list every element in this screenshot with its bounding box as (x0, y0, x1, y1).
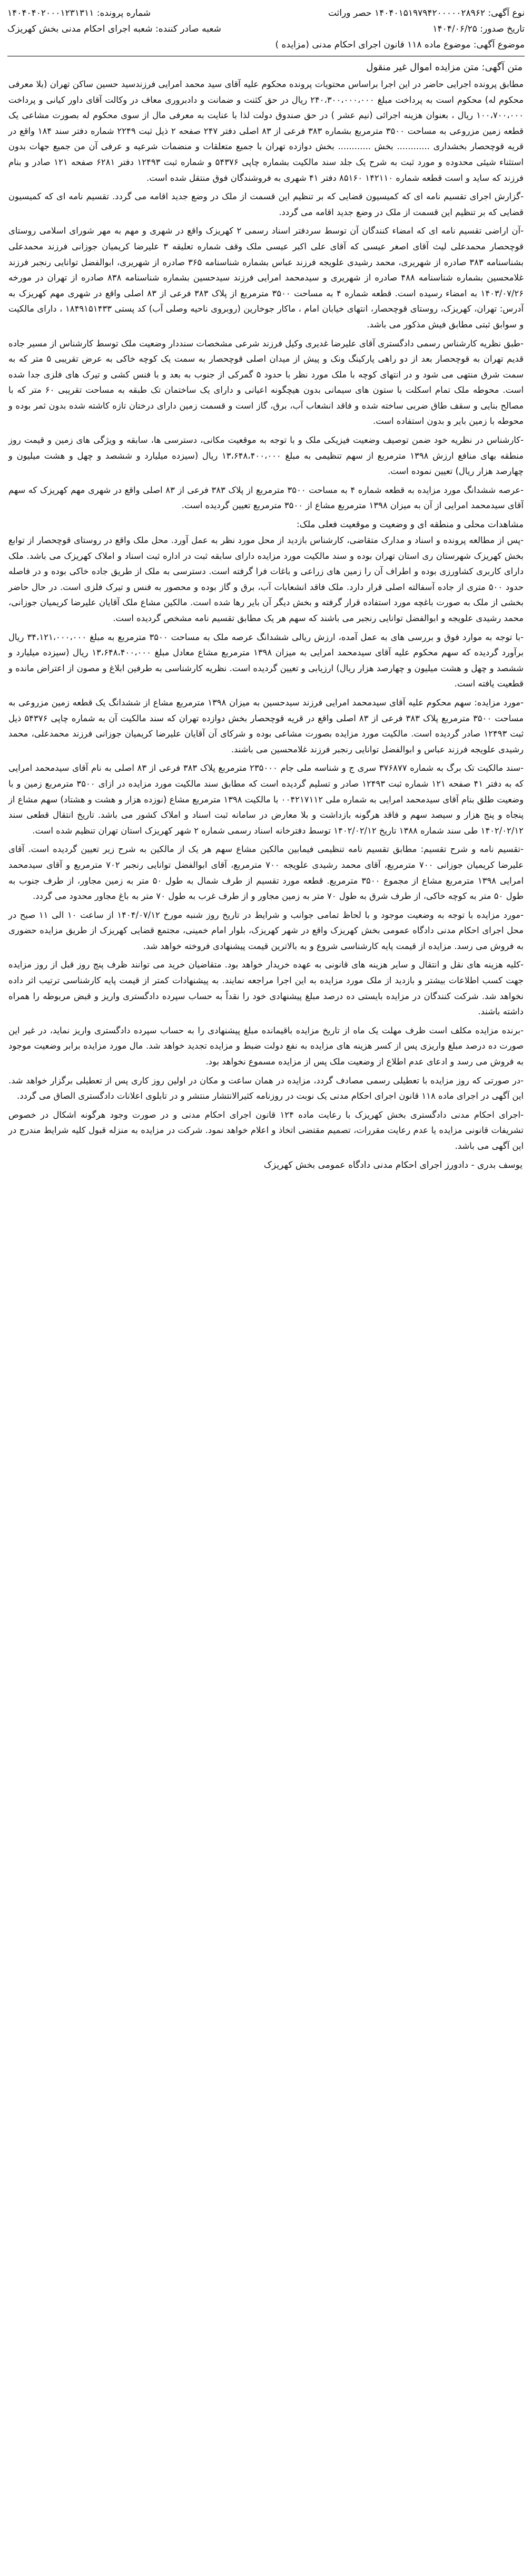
paragraph: -عرصه ششدانگ مورد مزایده به قطعه شماره ۴ به مساحت ۳۵۰۰ مترمربع از پلاک ۳۸۳ فرعی از ۸۳ اصلی واقع در شهری مهم کهریزک که سهم آقای سیدمحمد امرایی از آن به میزان ۱۳۹۸ مترمربع مشاع از ۳۵۰۰ مترمربع تعیین گردیده است. (8, 485, 524, 511)
paragraph: -کلیه هزینه های نقل و انتقال و سایر هزینه های قانونی به عهده خریدار خواهد بود. متقاضیان خرید می توانند ظرف پنج روز قبل از روز مزایده جهت کسب اطلاعات بیشتر و بازدید از ملک مورد مزایده به این اجرا مراجعه نمایند. به پیشنهادات کمتر از قیمت پایه کارشناسی ترتیب اثر داده نخواهد شد. شرکت کنندگان در مزایده بایستی ده درصد مبلغ پیشنهادی خود را نقداً به حساب سپرده دادگستری واریز و قبض مربوطه را همراه داشته باشند. (8, 960, 524, 1017)
paragraph: -آن اراضی تقسیم نامه ای که امضاء کنندگان آن توسط سردفتر اسناد رسمی ۲ کهریزک واقع در شهری و مهم به مهر شورای اسلامی روستای قوچحصار محمدعلی لیث آقای اصغر عیسی که آقای علی اکبر عیسی ملک وقف شماره تعلیقه ۳ علیرضا کریمیان جوزانی فرزند محمدعلی بشناسنامه ۳۸۳ صادره از شهریری، محمد رشیدی علویجه فرزند عباس بشماره شناسنامه ۳۶۵ صادره از شهریری، ابوالفضل توانایی رنجبر فرزند غلامحسین بشماره شناسنامه ۴۸۸ صادره از شهریری و سیدمحمد امرایی فرزند سیدحسین بشماره شناسنامه ۸۳۸ صادره از تهران در مورخه ۱۴۰۳/۰۷/۲۶ به امضاء رسیده است. قطعه شماره ۴ به مساحت ۳۵۰۰ مترمربع از پلاک ۳۸۳ فرعی از ۸۳ اصلی واقع در شهری مهم کهریزک به آدرس: تهران، کهریزک، روستای قوچحصار، انتهای خیابان امام ، ماکار جوخارین (روبروی ناحیه وصلی آب) کد پستی ۱۸۴۹۱۵۱۴۳۳ ، دارای مالکیت و سوابق ثبتی مطابق فیش مذکور می باشد. (8, 226, 524, 330)
notice-subject: موضوع آگهی: موضوع ماده ۱۱۸ قانون اجرای احکام مدنی (مزایده ) (275, 40, 525, 50)
paragraph: -کارشناس در نظریه خود ضمن توصیف وضعیت فیزیکی ملک و با توجه به موقعیت مکانی، دسترسی ها، سابقه و ویژگی های زمین و قیمت روز منطقه بهای منافع ارزش ۱۳۹۸ مترمربع از سهم تنظیمی به مبلغ ۱۳،۶۴۸،۴۰۰،۰۰۰ ریال (سیزده میلیارد و ششصد و چهل و هشت میلیون و چهارصد هزار ریال) تعیین نموده است. (8, 435, 524, 477)
paragraph: -در صورتی که روز مزایده با تعطیلی رسمی مصادف گردد، مزایده در همان ساعت و مکان در اولین روز کاری پس از تعطیلی برگزار خواهد شد. این آگهی در اجرای ماده ۱۱۸ قانون اجرای احکام مدنی یک نوبت در روزنامه کثیرالانتشار منتشر و در تابلوی اعلانات دادگستری الصاق می گردد. (8, 1075, 524, 1101)
paragraph: -گزارش اجرای تقسیم نامه ای که کمیسیون قضایی که بر تنظیم این قسمت از ملک در وضع جدید اقامه می گردد. تقسیم نامه ای که کمیسیون قضایی که بر تنظیم این قسمت از ملک در وضع جدید اقامه می گردد. (8, 191, 524, 217)
paragraph: -با توجه به موارد فوق و بررسی های به عمل آمده، ارزش ریالی ششدانگ عرصه ملک به مساحت ۳۵۰۰ مترمربع به مبلغ ۳۴،۱۲۱،۰۰۰،۰۰۰ ریال برآورد گردیده که سهم محکوم علیه آقای سیدمحمد امرایی به میزان ۱۳۹۸ مترمربع مشاع معادل مبلغ ۱۳،۶۴۸،۴۰۰،۰۰۰ ریال (سیزده میلیارد و ششصد و چهل و هشت میلیون و چهارصد هزار ریال) ارزیابی و تعیین گردیده است. نظریه کارشناسی به طرفین ابلاغ و مصون از اعتراض مانده و قطعیت یافته است. (8, 632, 524, 689)
paragraph: -مورد مزایده: سهم محکوم علیه آقای سیدمحمد امرایی فرزند سیدحسین به میزان ۱۳۹۸ مترمربع مشاع از ششدانگ یک قطعه زمین مزروعی به مساحت ۳۵۰۰ مترمربع پلاک ۳۸۳ فرعی از ۸۳ اصلی واقع در قریه قوچحصار بخش دوازده تهران که سند مالکیت آن به شماره چاپی ۵۴۳۷۶ ذیل ثبت ۱۲۴۹۳ صادر گردیده است. مالکیت مورد مزایده بصورت مشاعی بوده و شرکای آن آقایان علیرضا کریمیان جوزانی فرزند محمدعلی، محمد رشیدی علویجه فرزند عباس و ابوالفضل توانایی رنجبر فرزند غلامحسین می باشند. (8, 697, 524, 754)
paragraph: مطابق پرونده اجرایی حاضر در این اجرا براساس محتویات پرونده محکوم علیه آقای سید محمد امرایی فرزندسید حسین ساکن تهران (بلا معرفی محکوم له) محکوم است به پرداخت مبلغ ۲۴۰،۳۰۰،۰۰۰،۰۰۰ ریال در حق کثنت و ضمانت و دادبروری معاف در وکالت آقای داور کیانی و پرداخت ۱۰۰،۷۰۰،۰۰۰ ریال ، بعنوان هزینه اجرائی (نیم عشر ) در حق صندوق دولت لذا با عنایت به معرفی مال از سوی محکوم له بصورت مشاعی یک قطعه زمین مزروعی به مساحت ۳۵۰۰ مترمربع بشماره ۳۸۳ فرعی از ۸۳ اصلی دفتر ۲۴۷ صفحه ۲ ذیل ثبت ۲۲۴۹ شماره دفتر سند ۱۸۴ واقع در قریه قوچحصار بخشداری ............ بخش ............ بخش دوازده تهران با جمیع متعلقات و منضمات شرعیه و عرفی آن من جمیع جهات بدون استثناء شیئی محدوده و مورد ثبت به شرح یک جلد سند مالکیت بشماره چاپی ۵۴۳۷۶ و شماره ثبت ۱۲۴۹۳ دفتر ۶۲۸۱ صفحه ۱۲۱ صادر و بنام فرزند که ساید و است قطعه شماره ۱۴۲۱۱۰ ۸۵۱۶۰ دفتر ۴۱ شهری به فروشندگان فوق منتقل شده است. (8, 79, 524, 183)
section-heading: مشاهدات محلی و منطقه ای و وضعیت و موقعیت فعلی ملک: (296, 519, 524, 530)
header-row-3 (7, 37, 525, 53)
paragraph: -برنده مزایده مکلف است ظرف مهلت یک ماه از تاریخ مزایده باقیمانده مبلغ پیشنهادی را به حساب سپرده دادگستری واریز نماید، در غیر این صورت ده درصد مبلغ واریزی پس از کسر هزینه های مزایده به نفع دولت ضبط و مزایده تجدید خواهد شد. مال مورد مزایده برابر وضعیت موجود به فروش می رسد و ادعای عدم اطلاع از وضعیت ملک پس از مزایده مسموع نخواهد بود. (8, 1025, 524, 1067)
header-row-1 (7, 5, 525, 21)
paragraph: -طبق نظریه کارشناس رسمی دادگستری آقای علیرضا غدیری وکیل فرزند شرعی مشخصات سنددار وضعیت ملک توسط کارشناس از مسیر جاده قدیم تهران به قوچحصار بعد از دو راهی پارکینگ ونک و پیش از میدان اصلی قوچحصار به سمت یک کوچه خاکی به عرض تقریبی ۵ متر که به سمت شرق منتهی می شود و در انتهای کوچه با ملک مورد نظر با حدود ۵ گمرکی از جنوب به بعد و با فنس کشی و تیرک های فلزی جدا شده است. محوطه ملک تمام اسکلت با ستون های سیمانی بدون هیچگونه اعیانی و دارای یک ساختمان تک طبقه به مساحت تقریبی ۶۰ متر که با مصالح بنایی و سقف طاق ضربی ساخته شده و فاقد انشعاب آب، برق، گاز است و قسمت زمین دارای درختان تازه کاشته شده بدون ثمر بوده و محوطه با زمین بایر و بدون استفاده است. (8, 338, 524, 427)
announcement-type: نوع آگهی: ۱۴۰۴۰۱۵۱۹۷۹۴۲۰۰۰۰۰۲۸۹۶۲ حصر وراثت (328, 8, 525, 18)
issuing-branch: شعبه صادر کننده: شعبه اجرای احکام مدنی بخش کهریزک (7, 24, 221, 34)
paragraph: -اجرای احکام مدنی دادگستری بخش کهریزک با رعایت ماده ۱۲۴ قانون اجرای احکام مدنی و در صورت وجود هرگونه اشکال در خصوص تشریفات قانونی مزایده یا عدم رعایت مقررات، تصمیم مقتضی اتخاذ و اعلام خواهد نمود. شرکت در مزایده به منزله قبول کلیه شرایط مندرج در این آگهی می باشد. (8, 1109, 524, 1151)
issue-date: تاریخ صدور: ۱۴۰۴/۰۶/۲۵ (432, 24, 525, 34)
notice-body (7, 76, 525, 1154)
paragraph: -مورد مزایده با توجه به وضعیت موجود و با لحاظ تمامی جوانب و شرایط در تاریخ روز شنبه مورخ ۱۴۰۴/۰۷/۱۲ از ساعت ۱۰ الی ۱۱ صبح در محل اجرای احکام مدنی دادگاه عمومی بخش کهریزک واقع در شهر کهریزک، بلوار امام خمینی، مجتمع قضایی کهریزک از طریق مزایده حضوری به فروش می رسد. مزایده از قیمت پایه کارشناسی شروع و به بالاترین قیمت پیشنهادی فروخته خواهد شد. (8, 909, 524, 951)
file-number: شماره پرونده: ۱۴۰۴۰۴۰۲۰۰۰۱۲۳۱۳۱۱ (7, 8, 151, 18)
paragraph: -تقسیم نامه و شرح تقسیم: مطابق تقسیم نامه تنظیمی فیمابین مالکین مشاع سهم هر یک از مالکین به شرح زیر تعیین گردیده است. آقای علیرضا کریمیان جوزانی ۷۰۰ مترمربع، آقای محمد رشیدی علویجه ۷۰۰ مترمربع، آقای ابوالفضل توانایی رنجبر ۷۰۲ مترمربع و آقای سیدمحمد امرایی ۱۳۹۸ مترمربع مشاع از مجموع ۳۵۰۰ مترمربع. قطعه مورد تقسیم از طرف شمال به طول ۵۰ متر به زمین مجاور، از طرف جنوب به طول ۵۰ متر به کوچه خاکی، از طرف شرق به طول ۷۰ متر به زمین مجاور و از طرف غرب به طول ۷۰ متر به باغ مجاور محدود می گردد. (8, 844, 524, 902)
notice-header (7, 5, 525, 56)
paragraph: -سند مالکیت تک برگ به شماره ۳۷۶۸۷۷ سری ج و شناسه ملی جام ۲۳۵۰۰۰ مترمربع پلاک ۳۸۳ فرعی از ۸۳ اصلی به نام آقای سیدمحمد امرایی که به دفتر ۴۱ صفحه ۱۲۱ شماره ثبت ۱۲۴۹۳ صادر و تسلیم گردیده است که مطابق سند مالکیت مورد مزایده در ازای ۳۵۰۰ مترمربع زمین و با وضعیت طلق بنام آقای سیدمحمد امرایی به شماره ملی ۰۰۴۲۱۷۱۱۲ با مالکیت ۱۳۹۸ مترمربع مشاع (نوزده هزار و هشت و هشتاد) سهم مشاع از پنجاه و پنج هزار و سیصد سهم و فاقد هرگونه بازداشت و بلا معارض در سامانه ثبت اسناد و املاک کشور می باشد. تاریخ انتقال قطعی سند ۱۴۰۲/۰۲/۱۲ طی سند شماره ۱۳۸۸ تاریخ ۱۴۰۲/۰۲/۱۲ توسط دفترخانه اسناد رسمی شماره ۲ شهر کهریزک استان تهران تنظیم شده است. (8, 763, 524, 836)
paragraph: -پس از مطالعه پرونده و اسناد و مدارک متقاضی، کارشناس بازدید از محل مورد نظر به عمل آورد. محل ملک واقع در روستای قوچحصار از توابع بخش کهریزک شهرستان ری استان تهران بوده و سند مالکیت مورد مزایده دارای سابقه ثبت در اداره ثبت اسناد و املاک کهریزک می باشد. ملک دارای کاربری کشاورزی بوده و اطراف آن را زمین های زراعی و باغات فرا گرفته است. دسترسی به ملک از طریق جاده خاکی بوده و در فاصله حدود ۵۰۰ متری از جاده آسفالته اصلی قرار دارد. ملک فاقد انشعابات آب، برق و گاز بوده و محصور به فنس و تیرک فلزی است. در حال حاضر بخشی از ملک به صورت باغچه مورد استفاده قرار گرفته و بخش دیگر آن بایر رها شده است. مالکین مشاع ملک آقایان علیرضا کریمیان جوزانی، محمد رشیدی علویجه و ابوالفضل توانایی رنجبر می باشند که سهم هر یک مطابق تقسیم نامه مشخص گردیده است. (8, 535, 524, 623)
header-row-2 (7, 21, 525, 37)
notice-title: متن آگهی: متن مزایده اموال غیر منقول (366, 62, 523, 73)
signature-line: یوسف بدری - دادورز اجرای احکام مدنی دادگاه عمومی بخش کهریزک (263, 1159, 523, 1170)
